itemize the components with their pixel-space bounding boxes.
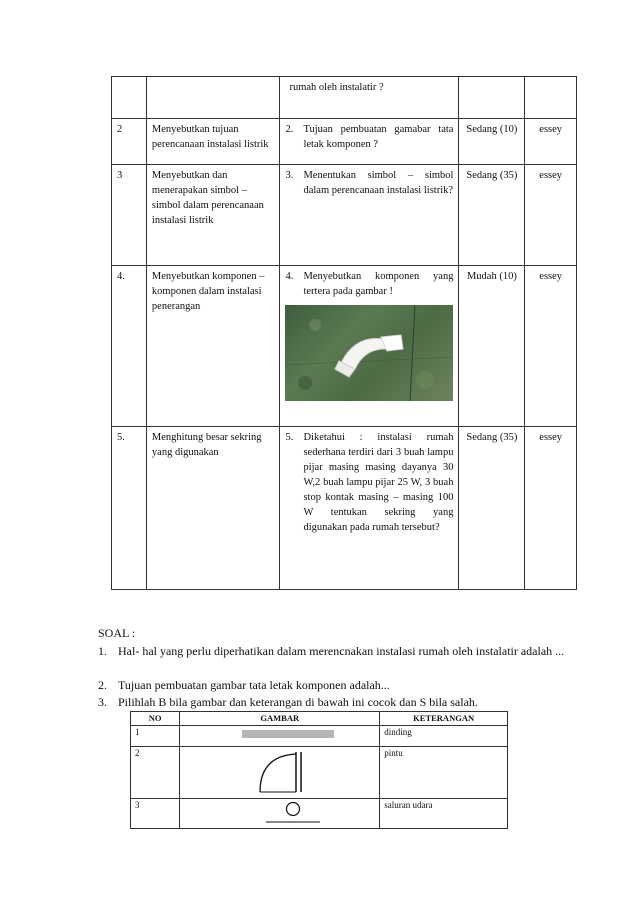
table-row — [112, 165, 577, 266]
cell-indikator — [146, 77, 280, 119]
question-text: Hal- hal yang perlu diperhatikan dalam merencnakan instalasi rumah oleh instalatir adalah ... — [118, 644, 565, 658]
question-number: 3. — [98, 695, 107, 709]
cell-no: 3 — [131, 799, 180, 829]
table-row — [112, 119, 577, 165]
soal-number: 3. — [285, 170, 294, 181]
cell-indikator: Menyebutkan tujuan perencanaan instalasi listrik — [146, 119, 280, 165]
cell-soal — [280, 77, 459, 119]
header-keterangan: KETERANGAN — [380, 712, 508, 726]
cell-level: Sedang (35) — [459, 165, 525, 266]
cell-soal — [280, 165, 459, 266]
cell-bentuk: essey — [525, 165, 577, 266]
cell-keterangan: saluran udara — [380, 799, 508, 829]
table-row — [112, 77, 577, 119]
soal-heading: SOAL : — [98, 626, 136, 640]
cell-keterangan: dinding — [380, 726, 508, 747]
kisi-kisi-table — [111, 76, 577, 590]
pipe-elbow-photo — [285, 305, 453, 401]
table-row — [131, 799, 508, 829]
soal-text: rumah oleh instalatir ? — [289, 82, 384, 93]
soal-text: Diketahui : instalasi rumah sederhana terdiri dari 3 buah lampu pijar masing masing dayanya 30 W,2 buah lampu pijar 25 W, 3 buah stop kontak masing – masing 100 W tentukan sekring yang digunakan pada rumah tersebut? — [303, 432, 454, 533]
table-row — [112, 266, 577, 427]
cell-keterangan: pintu — [380, 747, 508, 799]
cell-no: 2 — [131, 747, 180, 799]
air-duct-symbol-icon — [184, 800, 374, 824]
cell-level: Mudah (10) — [459, 266, 525, 427]
cell-indikator: Menyebutkan dan menerapakan simbol – simbol dalam perencanaan instalasi listrik — [146, 165, 280, 266]
table-row — [131, 747, 508, 799]
cell-soal — [280, 427, 459, 590]
soal-number: 2. — [285, 124, 294, 135]
header-gambar: GAMBAR — [180, 712, 380, 726]
soal-text: Tujuan pembuatan gamabar tata letak komponen ? — [303, 124, 454, 150]
question-text: Tujuan pembuatan gambar tata letak komponen adalah... — [118, 678, 390, 692]
question-item — [98, 643, 568, 660]
cell-gambar — [180, 726, 380, 747]
header-no: NO — [131, 712, 180, 726]
wall-symbol-icon — [184, 727, 374, 742]
cell-gambar — [180, 747, 380, 799]
cell-no: 3 — [112, 165, 147, 266]
cell-soal — [280, 266, 459, 427]
soal-text: Menyebutkan komponen yang tertera pada gambar ! — [303, 271, 454, 297]
table-row — [131, 726, 508, 747]
cell-level — [459, 77, 525, 119]
cell-bentuk: essey — [525, 266, 577, 427]
soal-text: Menentukan simbol – simbol dalam perencanaan instalasi listrik? — [303, 170, 454, 196]
cell-no — [112, 77, 147, 119]
soal-number: 5. — [285, 432, 294, 443]
cell-indikator: Menghitung besar sekring yang digunakan — [146, 427, 280, 590]
cell-level: Sedang (10) — [459, 119, 525, 165]
question-number: 2. — [98, 678, 107, 692]
cell-level: Sedang (35) — [459, 427, 525, 590]
cell-no: 5. — [112, 427, 147, 590]
soal-number: 4. — [285, 271, 294, 282]
question-item — [98, 694, 568, 711]
gambar-table — [130, 711, 508, 829]
table-header-row — [131, 712, 508, 726]
question-number: 1. — [98, 644, 107, 658]
question-item — [98, 677, 568, 694]
cell-no: 2 — [112, 119, 147, 165]
cell-bentuk — [525, 77, 577, 119]
cell-gambar — [180, 799, 380, 829]
cell-indikator: Menyebutkan komponen – komponen dalam instalasi penerangan — [146, 266, 280, 427]
door-symbol-icon — [184, 748, 374, 794]
cell-bentuk: essey — [525, 427, 577, 590]
cell-bentuk: essey — [525, 119, 577, 165]
cell-no: 1 — [131, 726, 180, 747]
question-text: Pilihlah B bila gambar dan keterangan di bawah ini cocok dan S bila salah. — [118, 695, 478, 709]
cell-no: 4. — [112, 266, 147, 427]
table-row — [112, 427, 577, 590]
cell-soal — [280, 119, 459, 165]
